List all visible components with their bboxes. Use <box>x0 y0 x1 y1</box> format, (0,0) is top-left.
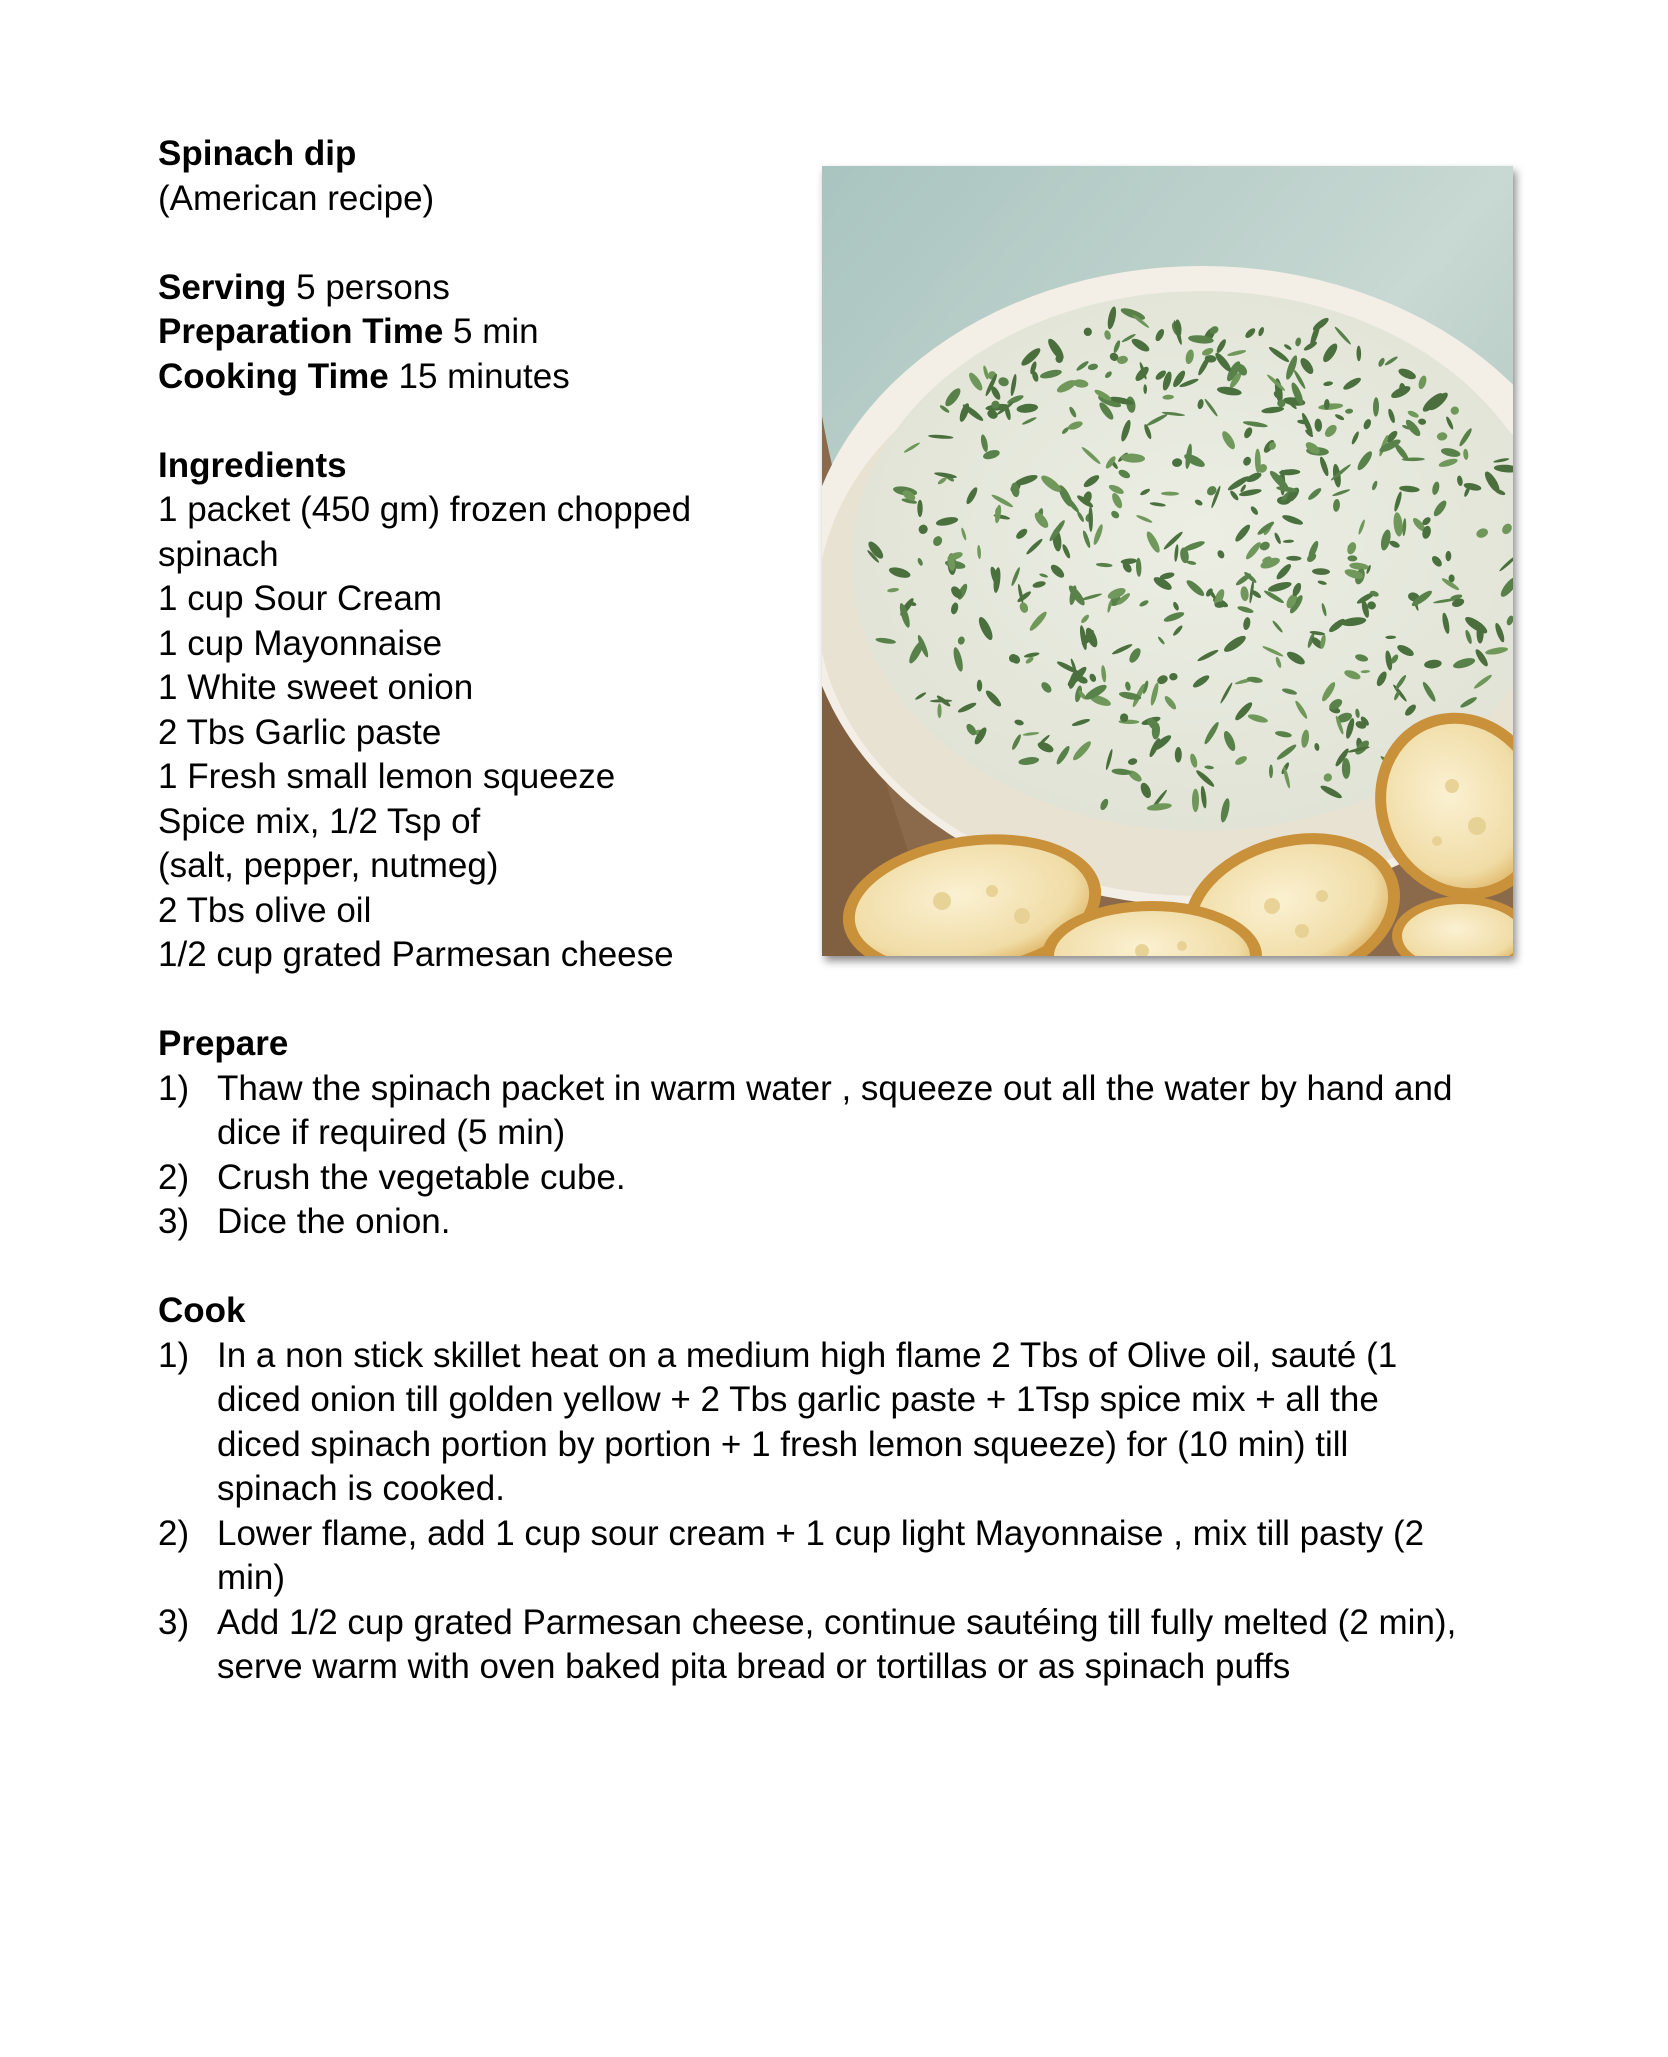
serving-row <box>158 266 778 311</box>
spinach-dip-photo <box>822 166 1513 956</box>
ingredient-item: 2 Tbs Garlic paste <box>158 712 442 752</box>
cook-step <box>158 1334 1538 1512</box>
step-number: 1) <box>158 1335 190 1375</box>
cook-steps <box>158 1334 1538 1690</box>
recipe-header-and-ingredients <box>158 132 778 978</box>
prepare-step <box>158 1200 1538 1245</box>
spinach-fleck <box>937 704 941 719</box>
prepare-step <box>158 1156 1538 1201</box>
spacer <box>158 1245 1538 1290</box>
prepare-step <box>158 1067 1538 1156</box>
step-number: 1) <box>158 1068 190 1108</box>
ingredient-item: 1/2 cup grated Parmesan cheese <box>158 935 674 974</box>
step-text: diced onion till golden yellow + 2 Tbs garlic paste + 1Tsp spice mix + all the <box>217 1380 1379 1419</box>
cook-step <box>158 1601 1538 1690</box>
ingredient-item: 1 Fresh small lemon squeeze <box>158 757 616 796</box>
cook-heading: Cook <box>158 1291 246 1330</box>
prep-time-label: Preparation Time <box>158 312 444 351</box>
ingredient-item: 1 cup Sour Cream <box>158 579 443 618</box>
prep-time-value: 5 min <box>453 312 539 351</box>
prepare-steps <box>158 1067 1538 1245</box>
serving-value: 5 persons <box>296 267 450 307</box>
prep-time-row <box>158 310 778 355</box>
step-text: Thaw the spinach packet in warm water , squeeze out all the water by hand and <box>217 1068 1453 1108</box>
spacer <box>158 221 778 266</box>
step-text: spinach is cooked. <box>217 1469 505 1508</box>
spinach-fleck <box>1120 713 1128 722</box>
instructions-section <box>158 1022 1538 1690</box>
spinach-fleck <box>1192 789 1199 813</box>
ingredient-item: 1 White sweet onion <box>158 668 474 707</box>
ingredient-item: Spice mix, 1/2 Tsp of <box>158 801 481 841</box>
ingredients-heading: Ingredients <box>158 445 347 485</box>
prepare-heading: Prepare <box>158 1024 289 1063</box>
ingredient-item: 1 packet (450 gm) frozen chopped <box>158 490 692 529</box>
spinach-fleck <box>1269 765 1273 779</box>
step-text: diced spinach portion by portion + 1 fresh lemon squeeze) for (10 min) till <box>217 1424 1349 1464</box>
ingredient-item: 2 Tbs olive oil <box>158 890 372 930</box>
ingredient-item: (salt, pepper, nutmeg) <box>158 846 499 885</box>
step-number: 2) <box>158 1513 190 1553</box>
cook-step <box>158 1512 1538 1601</box>
step-text: Dice the onion. <box>217 1202 451 1241</box>
spinach-fleck <box>917 500 922 517</box>
cook-time-row <box>158 355 778 400</box>
step-text: In a non stick skillet heat on a medium high flame 2 Tbs of Olive oil, sauté (1 <box>217 1335 1398 1375</box>
step-text: Lower flame, add 1 cup sour cream + 1 cup light Mayonnaise , mix till pasty (2 <box>217 1513 1425 1553</box>
ingredient-item: 1 cup Mayonnaise <box>158 623 443 663</box>
recipe-subtitle: (American recipe) <box>158 178 435 218</box>
serving-label: Serving <box>158 267 287 307</box>
step-text: Add 1/2 cup grated Parmesan cheese, continue sautéing till fully melted (2 min), <box>217 1602 1457 1642</box>
cook-time-label: Cooking Time <box>158 356 389 396</box>
step-text: Crush the vegetable cube. <box>217 1157 626 1197</box>
cook-time-value: 15 minutes <box>398 356 570 396</box>
recipe-title: Spinach dip <box>158 134 357 173</box>
step-text: dice if required (5 min) <box>217 1113 566 1152</box>
spacer <box>158 399 778 444</box>
step-text: serve warm with oven baked pita bread or tortillas or as spinach puffs <box>217 1647 1291 1686</box>
spinach-dip-illustration <box>822 166 1513 956</box>
ingredient-item: spinach <box>158 534 279 574</box>
step-number: 2) <box>158 1157 190 1197</box>
step-text: min) <box>217 1558 286 1597</box>
step-number: 3) <box>158 1202 190 1241</box>
step-number: 3) <box>158 1602 190 1642</box>
